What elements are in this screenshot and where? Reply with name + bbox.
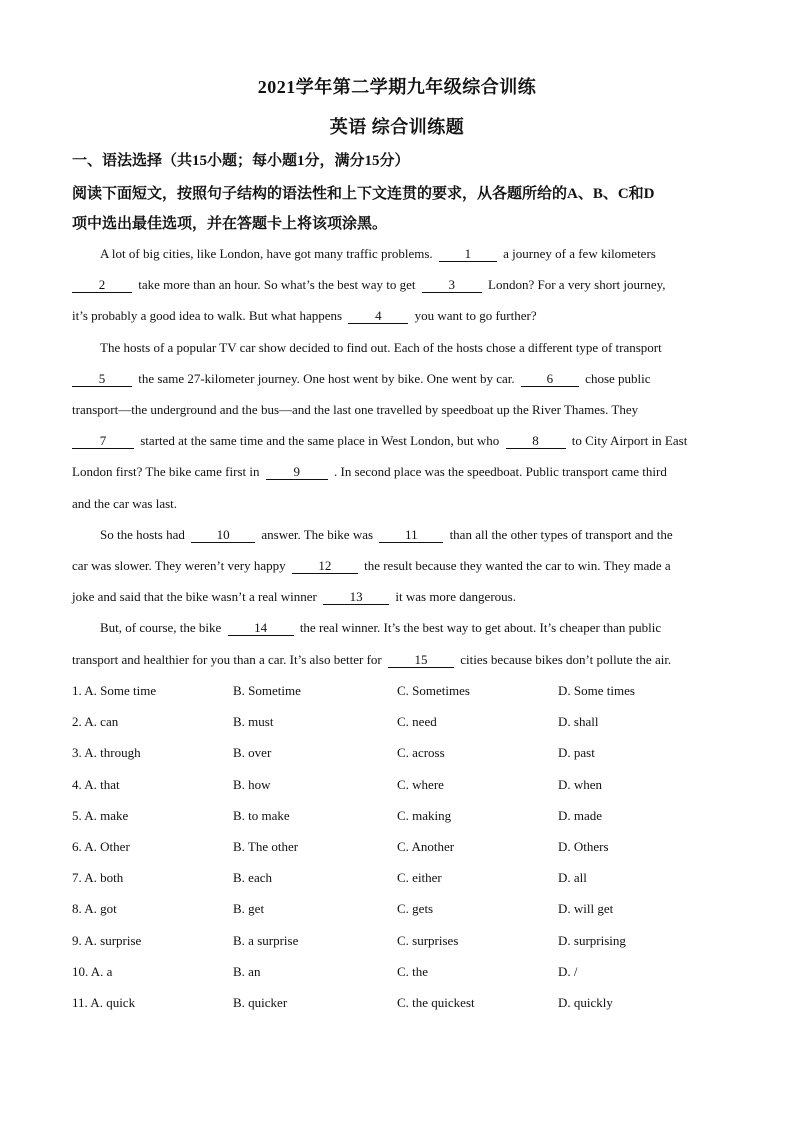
blank-12: 12 [292, 558, 358, 574]
option-a[interactable]: 1. A. Some time [72, 683, 157, 698]
blank-1: 1 [439, 246, 497, 262]
option-b[interactable]: B. how [233, 777, 271, 792]
section-heading: 一、语法选择（共15小题；每小题1分，满分15分） [72, 153, 410, 169]
blank-8: 8 [506, 433, 566, 449]
passage-text: cities because bikes don’t pollute the air. [460, 652, 672, 667]
passage-text: take more than an hour. So what’s the best way to get [138, 277, 416, 292]
passage-line [72, 401, 727, 419]
option-a[interactable]: 2. A. can [72, 714, 119, 729]
page-title: 2021学年第二学期九年级综合训练 [257, 77, 537, 97]
option-d[interactable]: D. Some times [558, 683, 635, 698]
blank-3: 3 [422, 277, 482, 293]
passage-text: started at the same time and the same place in West London, but who [140, 433, 500, 448]
passage-text: to City Airport in East [571, 433, 688, 448]
passage-text: transport and healthier for you than a car. It’s also better for [72, 652, 382, 667]
passage-text: A lot of big cities, like London, have got many traffic problems. [100, 246, 433, 261]
passage-line [72, 276, 727, 294]
passage-line [72, 557, 727, 575]
option-b[interactable]: B. Sometime [233, 683, 301, 698]
passage-line [72, 495, 727, 513]
option-a[interactable]: 7. A. both [72, 870, 124, 885]
passage-text: chose public [585, 371, 651, 386]
passage-text: answer. The bike was [261, 527, 374, 542]
option-c[interactable]: C. Sometimes [397, 683, 470, 698]
instruction-line-2: 项中选出最佳选项，并在答题卡上将该项涂黑。 [72, 216, 388, 232]
blank-10: 10 [191, 527, 255, 543]
option-c[interactable]: C. the [397, 964, 429, 979]
passage-line [72, 651, 727, 669]
passage-text: you want to go further? [414, 308, 537, 323]
passage-text: a journey of a few kilometers [503, 246, 656, 261]
passage-text: the result because they wanted the car to win. They made a [364, 558, 671, 573]
passage-line [72, 588, 727, 606]
blank-13: 13 [323, 589, 389, 605]
blank-9: 9 [266, 464, 328, 480]
option-a[interactable]: 3. A. through [72, 745, 141, 760]
option-c[interactable]: C. across [397, 745, 445, 760]
passage-text: it’s probably a good idea to walk. But what happens [72, 308, 343, 323]
blank-11: 11 [379, 527, 443, 543]
option-c[interactable]: C. need [397, 714, 437, 729]
option-d[interactable]: D. will get [558, 901, 614, 916]
option-c[interactable]: C. surprises [397, 933, 459, 948]
option-c[interactable]: C. the quickest [397, 995, 475, 1010]
option-b[interactable]: B. each [233, 870, 272, 885]
blank-15: 15 [388, 652, 454, 668]
passage-line [72, 370, 727, 388]
passage-text: it was more dangerous. [395, 589, 516, 604]
passage-text: the real winner. It’s the best way to get about. It’s cheaper than public [299, 620, 662, 635]
option-d[interactable]: D. when [558, 777, 603, 792]
blank-6: 6 [521, 371, 579, 387]
passage-text: and the car was last. [72, 496, 178, 511]
passage-line [100, 619, 755, 637]
instruction-line-1: 阅读下面短文，按照句子结构的语法性和上下文连贯的要求，从各题所给的A、B、C和D [72, 186, 655, 202]
option-b[interactable]: B. over [233, 745, 272, 760]
passage-text: So the hosts had [100, 527, 185, 542]
option-a[interactable]: 11. A. quick [72, 995, 136, 1010]
option-b[interactable]: B. get [233, 901, 265, 916]
option-a[interactable]: 6. A. Other [72, 839, 130, 854]
option-b[interactable]: B. must [233, 714, 274, 729]
option-d[interactable]: D. past [558, 745, 595, 760]
option-b[interactable]: B. The other [233, 839, 299, 854]
passage-line [72, 463, 727, 481]
option-b[interactable]: B. to make [233, 808, 290, 823]
option-d[interactable]: D. Others [558, 839, 609, 854]
passage-text: car was slower. They weren’t very happy [72, 558, 286, 573]
blank-7: 7 [72, 433, 134, 449]
option-c[interactable]: C. where [397, 777, 444, 792]
blank-4: 4 [348, 308, 408, 324]
option-c[interactable]: C. Another [397, 839, 455, 854]
passage-line [72, 432, 727, 450]
option-a[interactable]: 4. A. that [72, 777, 120, 792]
option-d[interactable]: D. shall [558, 714, 599, 729]
option-a[interactable]: 8. A. got [72, 901, 117, 916]
passage-line [100, 526, 755, 544]
passage-text: London first? The bike came first in [72, 464, 260, 479]
option-b[interactable]: B. an [233, 964, 261, 979]
option-d[interactable]: D. quickly [558, 995, 613, 1010]
option-c[interactable]: C. either [397, 870, 442, 885]
page-subtitle: 英语 综合训练题 [329, 117, 465, 137]
passage-text: London? For a very short journey, [488, 277, 666, 292]
blank-5: 5 [72, 371, 132, 387]
option-c[interactable]: C. gets [397, 901, 434, 916]
option-a[interactable]: 9. A. surprise [72, 933, 142, 948]
option-d[interactable]: D. all [558, 870, 587, 885]
option-d[interactable]: D. surprising [558, 933, 626, 948]
option-d[interactable]: D. made [558, 808, 603, 823]
option-a[interactable]: 5. A. make [72, 808, 129, 823]
passage-text: the same 27-kilometer journey. One host went by bike. One went by car. [138, 371, 515, 386]
blank-14: 14 [228, 620, 294, 636]
option-c[interactable]: C. making [397, 808, 452, 823]
passage-text: The hosts of a popular TV car show decided to find out. Each of the hosts chose a different type of transport [100, 340, 662, 355]
passage-line [100, 339, 755, 357]
blank-2: 2 [72, 277, 132, 293]
passage-line [72, 307, 727, 325]
option-d[interactable]: D. / [558, 964, 578, 979]
option-a[interactable]: 10. A. a [72, 964, 113, 979]
passage-text: than all the other types of transport and the [449, 527, 673, 542]
option-b[interactable]: B. quicker [233, 995, 288, 1010]
passage-line [100, 245, 755, 263]
passage-text: But, of course, the bike [100, 620, 222, 635]
passage-text: joke and said that the bike wasn’t a real winner [72, 589, 317, 604]
passage-text: transport—the underground and the bus—and the last one travelled by speedboat up the River Thames. They [72, 402, 639, 417]
passage-text: . In second place was the speedboat. Public transport came third [333, 464, 667, 479]
option-b[interactable]: B. a surprise [233, 933, 299, 948]
